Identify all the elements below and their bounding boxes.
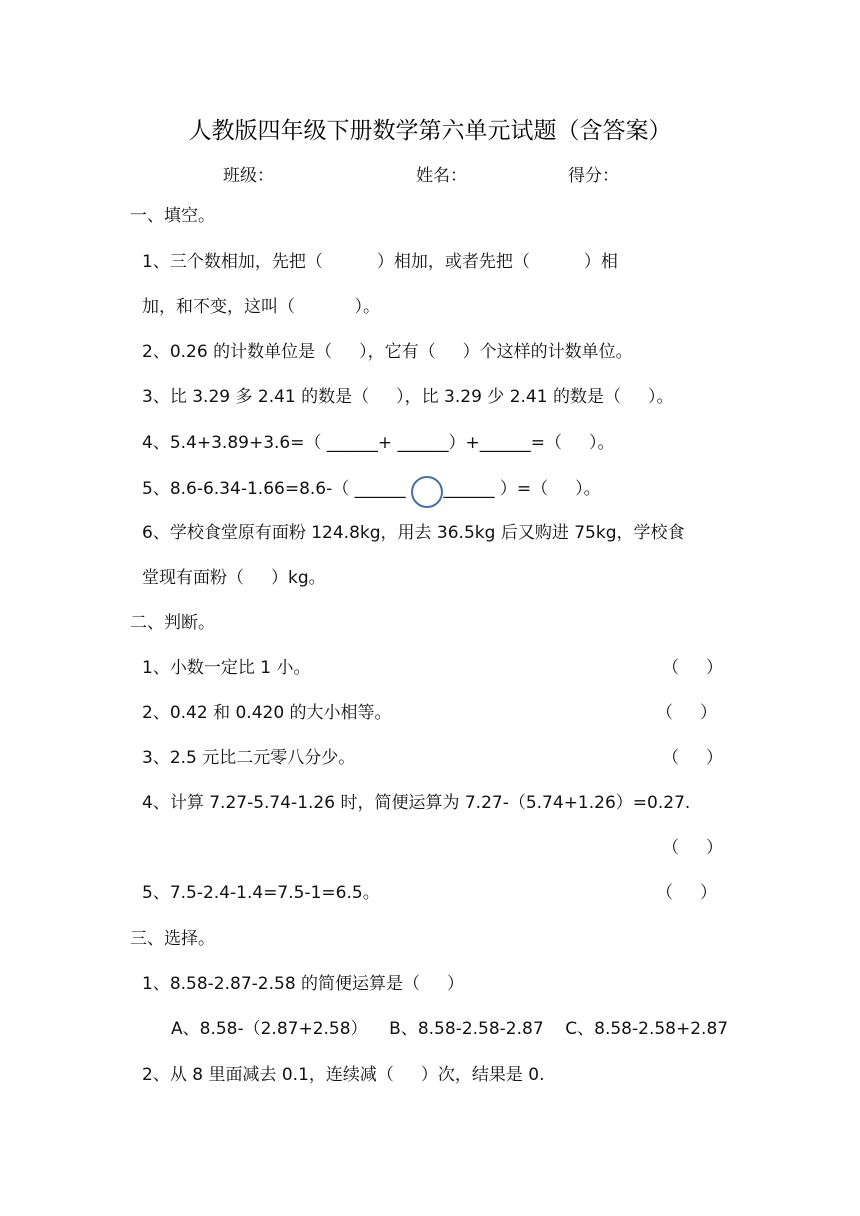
question-line: 5、7.5-2.4-1.4=7.5-1=6.5。 [142,883,380,903]
question-line: 1、8.58-2.87-2.58 的简便运算是（ ） [142,974,465,994]
section-heading-choice: 三、选择。 [130,929,215,949]
choice-options: A、8.58-（2.87+2.58） B、8.58-2.58-2.87 C、8.58-2.58+2.87 [171,1019,729,1039]
class-label: 班级： [223,166,274,186]
answer-bracket: （ ） [656,883,718,903]
question-line: 2、0.26 的计数单位是（ ），它有（ ）个这样的计数单位。 [142,342,633,362]
question-line: 堂现有面粉（ ）kg。 [142,568,326,588]
answer-bracket: （ ） [662,748,724,768]
question-line: 2、0.42 和 0.420 的大小相等。 [142,703,392,723]
page-title: 人教版四年级下册数学第六单元试题（含答案） [188,118,672,144]
name-label: 姓名： [416,166,467,186]
section-heading-judge: 二、判断。 [130,613,215,633]
question-line: 3、比 3.29 多 2.41 的数是（ ），比 3.29 少 2.41 的数是（ ）。 [142,387,674,407]
question-line: 2、从 8 里面减去 0.1，连续减（ ）次，结果是 0. [142,1065,545,1085]
question-line: 6、学校食堂原有面粉 124.8kg，用去 36.5kg 后又购进 75kg，学校食 [142,523,685,543]
answer-bracket: （ ） [662,838,724,858]
question-line: 4、5.4+3.89+3.6=（ ______+ ______）+______=（ ）。 [142,433,615,453]
operator-circle [411,476,443,508]
answer-bracket: （ ） [662,658,724,678]
question-line: 1、三个数相加，先把（ ）相加，或者先把（ ）相 [142,252,618,272]
question-line: 3、2.5 元比二元零八分少。 [142,748,356,768]
section-heading-fill-blank: 一、填空。 [130,206,215,226]
question-line: 1、小数一定比 1 小。 [142,658,311,678]
question-line: 加，和不变，这叫（ ）。 [142,297,380,317]
score-label: 得分： [568,166,619,186]
question-line: 5、8.6-6.34-1.66=8.6-（ ______ ______ ）=（ ）。 [142,479,601,499]
question-line: 4、计算 7.27-5.74-1.26 时，简便运算为 7.27-（5.74+1.26）=0.27. [142,793,691,813]
answer-bracket: （ ） [656,703,718,723]
